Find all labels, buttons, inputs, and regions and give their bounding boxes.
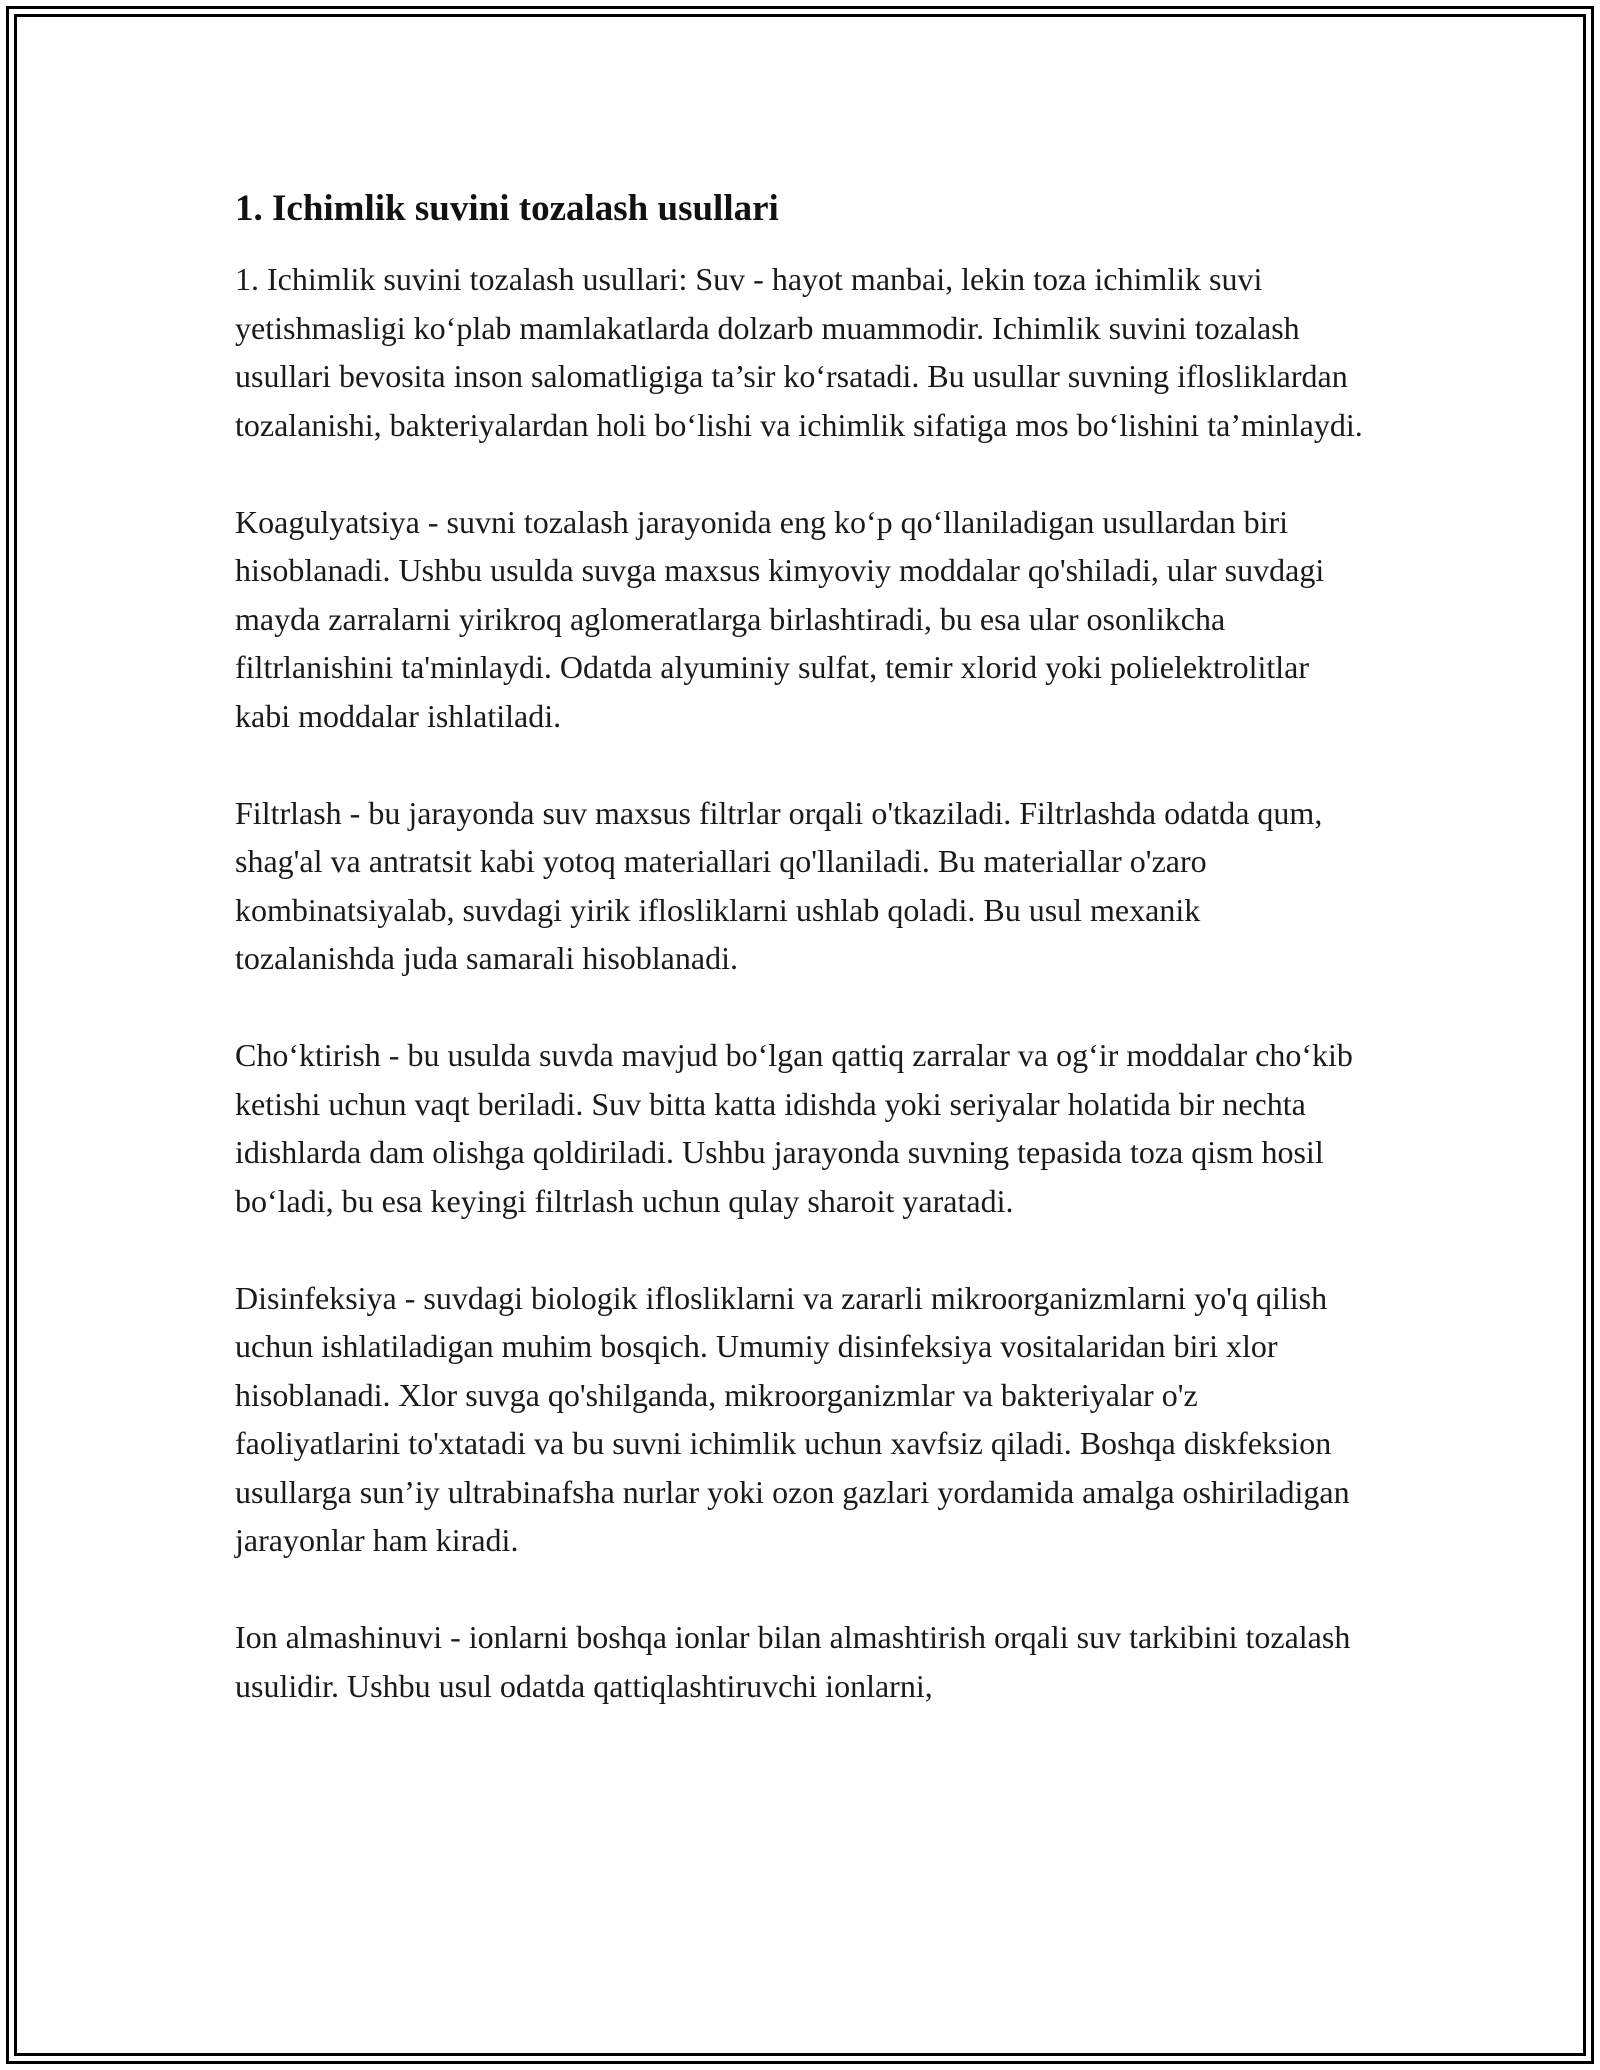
document-heading: 1. Ichimlik suvini tozalash usullari <box>235 188 779 229</box>
paragraph-filtrlash: Filtrlash - bu jarayonda suv maxsus filtrlar orqali o'tkaziladi. Filtrlashda odatda qum, shag'al va antratsit kabi yotoq materiallari qo'llaniladi. Bu materiallar o'zaro kombinatsiyalab, suvdagi yirik iflosliklarni ushlab qoladi. Bu usul mexanik tozalanishda juda samarali hisoblanadi. <box>235 794 1323 976</box>
paragraph-koagulyatsiya: Koagulyatsiya - suvni tozalash jarayonida eng ko‘p qo‘llaniladigan usullardan biri hisoblanadi. Ushbu usulda suvga maxsus kimyoviy moddalar qo'shiladi, ular suvdagi mayda zarralarni yirikroq aglomeratlarga birlashtiradi, bu esa ular osonlikcha filtrlanishini ta'minlaydi. Odatda alyuminiy sulfat, temir xlorid yoki polielektrolitlar kabi moddalar ishlatiladi. <box>235 503 1325 734</box>
paragraph-choktirish: Cho‘ktirish - bu usulda suvda mavjud bo‘lgan qattiq zarralar va og‘ir moddalar cho‘kib ketishi uchun vaqt beriladi. Suv bitta katta idishda yoki seriyalar holatida bir nechta idishlarda dam olishga qoldiriladi. Ushbu jarayonda suvning tepasida toza qism hosil bo‘ladi, bu esa keyingi filtrlash uchun qulay sharoit yaratadi. <box>235 1037 1353 1219</box>
paragraph-ion-almashinuvi: Ion almashinuvi - ionlarni boshqa ionlar bilan almashtirish orqali suv tarkibini tozalash usulidir. Ushbu usul odatda qattiqlashtiruvchi ionlarni, <box>235 1619 1351 1704</box>
document-body <box>235 185 1365 1759</box>
paragraph-intro: 1. Ichimlik suvini tozalash usullari: Suv - hayot manbai, lekin toza ichimlik suvi yetishmasligi ko‘plab mamlakatlarda dolzarb muammodir. Ichimlik suvini tozalash usullari bevosita inson salomatligiga ta’sir ko‘rsatadi. Bu usullar suvning iflosliklardan tozalanishi, bakteriyalardan holi bo‘lishi va ichimlik sifatiga mos bo‘lishini ta’minlaydi. <box>235 261 1363 443</box>
paragraph-disinfeksiya: Disinfeksiya - suvdagi biologik iflosliklarni va zararli mikroorganizmlarni yo'q qilish uchun ishlatiladigan muhim bosqich. Umumiy disinfeksiya vositalaridan biri xlor hisoblanadi. Xlor suvga qo'shilganda, mikroorganizmlar va bakteriyalar o'z faoliyatlarini to'xtatadi va bu suvni ichimlik uchun xavfsiz qiladi. Boshqa diskfeksion usullarga sun’iy ultrabinafsha nurlar yoki ozon gazlari yordamida amalga oshiriladigan jarayonlar ham kiradi. <box>235 1279 1350 1558</box>
